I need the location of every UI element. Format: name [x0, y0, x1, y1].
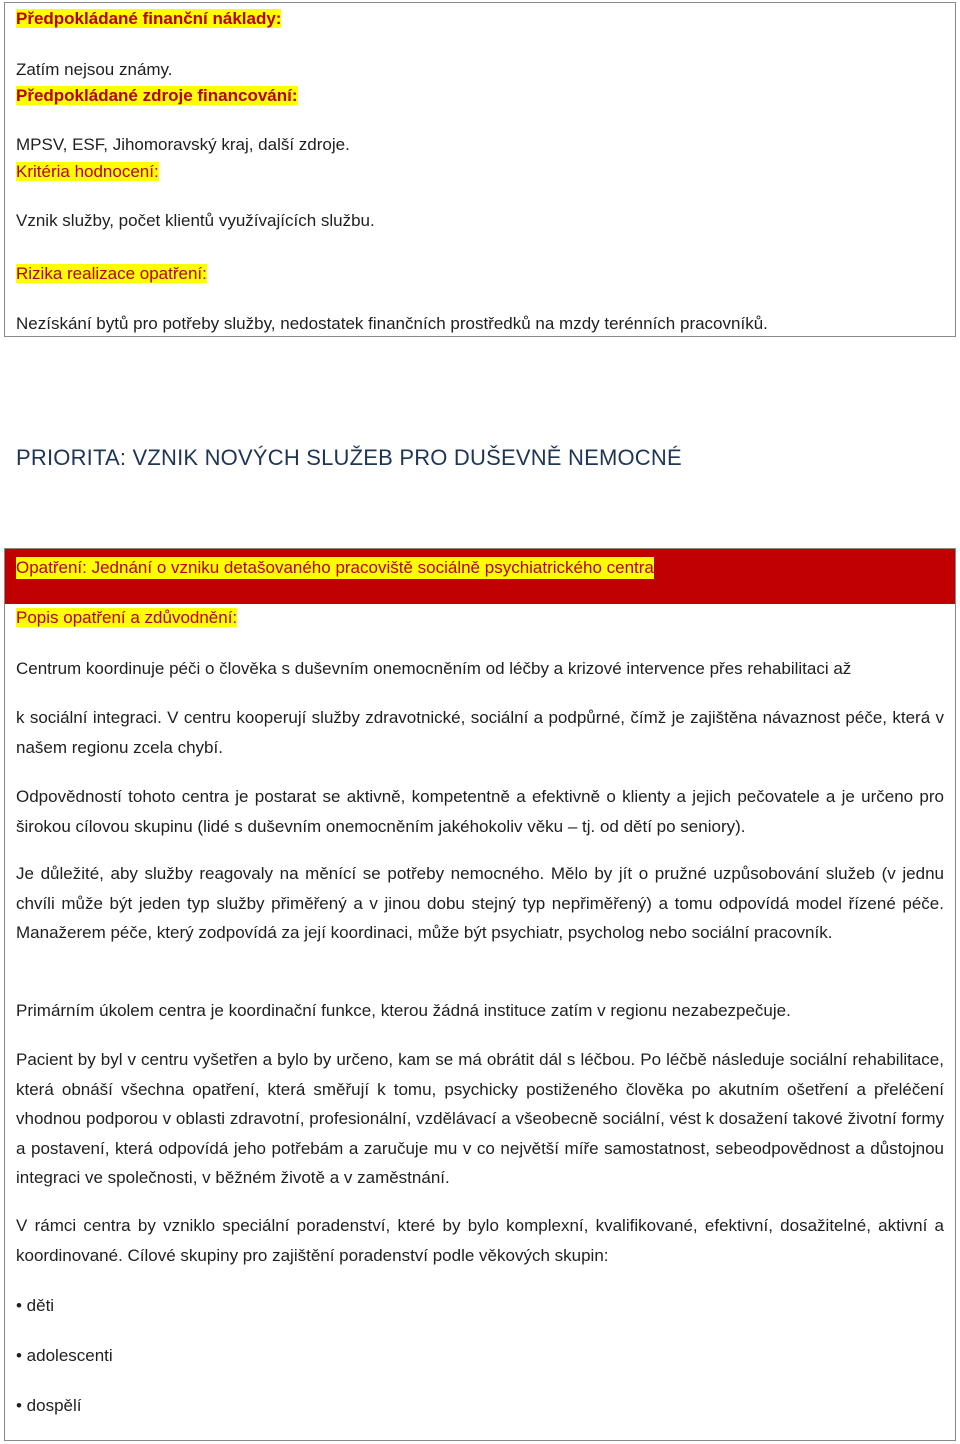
criteria-heading: Kritéria hodnocení: [16, 162, 159, 181]
paragraph-5: Primárním úkolem centra je koordinační funkce, kterou žádná instituce zatím v regionu nezabezpečuje. [16, 1001, 791, 1020]
paragraph-4: Je důležité, aby služby reagovaly na měnící se potřeby nemocného. Mělo by jít o pružné uzpůsobování služeb (v jednu chvíli může být jeden typ služby přiměřený a v jinou dobu stejný typ nepřiměřený) a tomu odpovídá model řízené péče. Manažerem péče, který zodpovídá za její koordinaci, může být psychiatr, psycholog nebo sociální pracovník. [16, 864, 944, 942]
paragraph-7: V rámci centra by vzniklo speciální poradenství, které by bylo komplexní, kvalifikované, efektivní, dosažitelné, aktivní a koordinované. Cílové skupiny pro zajištění poradenství podle věkových skupin: [16, 1216, 944, 1265]
paragraph-3: Odpovědností tohoto centra je postarat se aktivně, kompetentně a efektivně o klienty a jejich pečovatele a je určeno pro širokou cílovou skupinu (lidé s duševním onemocněním jakéhokoliv věku – tj. od dětí po seniory). [16, 787, 944, 836]
costs-heading: Předpokládané finanční náklady: [16, 9, 282, 28]
list-item: • děti [16, 1296, 55, 1315]
list-item: • adolescenti [16, 1346, 113, 1365]
description-heading: Popis opatření a zdůvodnění: [16, 608, 238, 627]
criteria-text: Vznik služby, počet klientů využívajících službu. [16, 211, 375, 230]
paragraph-2: k sociální integraci. V centru kooperují služby zdravotnické, sociální a podpůrné, čímž je zajištěna návaznost péče, která v našem regionu zcela chybí. [16, 708, 944, 757]
measure-title: Opatření: Jednání o vzniku detašovaného pracoviště sociálně psychiatrického centra [16, 558, 654, 577]
paragraph-1: Centrum koordinuje péči o člověka s duševním onemocněním od léčby a krizové intervence přes rehabilitaci až [16, 659, 852, 678]
risks-heading: Rizika realizace opatření: [16, 264, 207, 283]
sources-heading: Předpokládané zdroje financování: [16, 86, 298, 105]
measure-title-bar [5, 549, 955, 604]
priority-title: PRIORITA: VZNIK NOVÝCH SLUŽEB PRO DUŠEVNĚ NEMOCNÉ [16, 445, 682, 470]
risks-text: Nezískání bytů pro potřeby služby, nedostatek finančních prostředků na mzdy terénních pracovníků. [16, 314, 768, 333]
sources-text: MPSV, ESF, Jihomoravský kraj, další zdroje. [16, 135, 350, 154]
paragraph-6: Pacient by byl v centru vyšetřen a bylo by určeno, kam se má obrátit dál s léčbou. Po léčbě následuje sociální rehabilitace, která obnáší všechna opatření, která směřují k tomu, psychicky postiženého člověka po akutním ošetření a přeléčení vhodnou podporou v oblasti zdravotní, profesionální, vzdělávací a všeobecně sociální, vést k dosažení takové životní formy a postavení, která odpovídá jeho potřebám a zaručuje mu v co největší míře samostatnost, sebeodpovědnost a důstojnou integraci ve společnosti, v běžném životě a v zaměstnání. [16, 1050, 944, 1187]
costs-text: Zatím nejsou známy. [16, 60, 173, 79]
list-item: • dospělí [16, 1396, 82, 1415]
